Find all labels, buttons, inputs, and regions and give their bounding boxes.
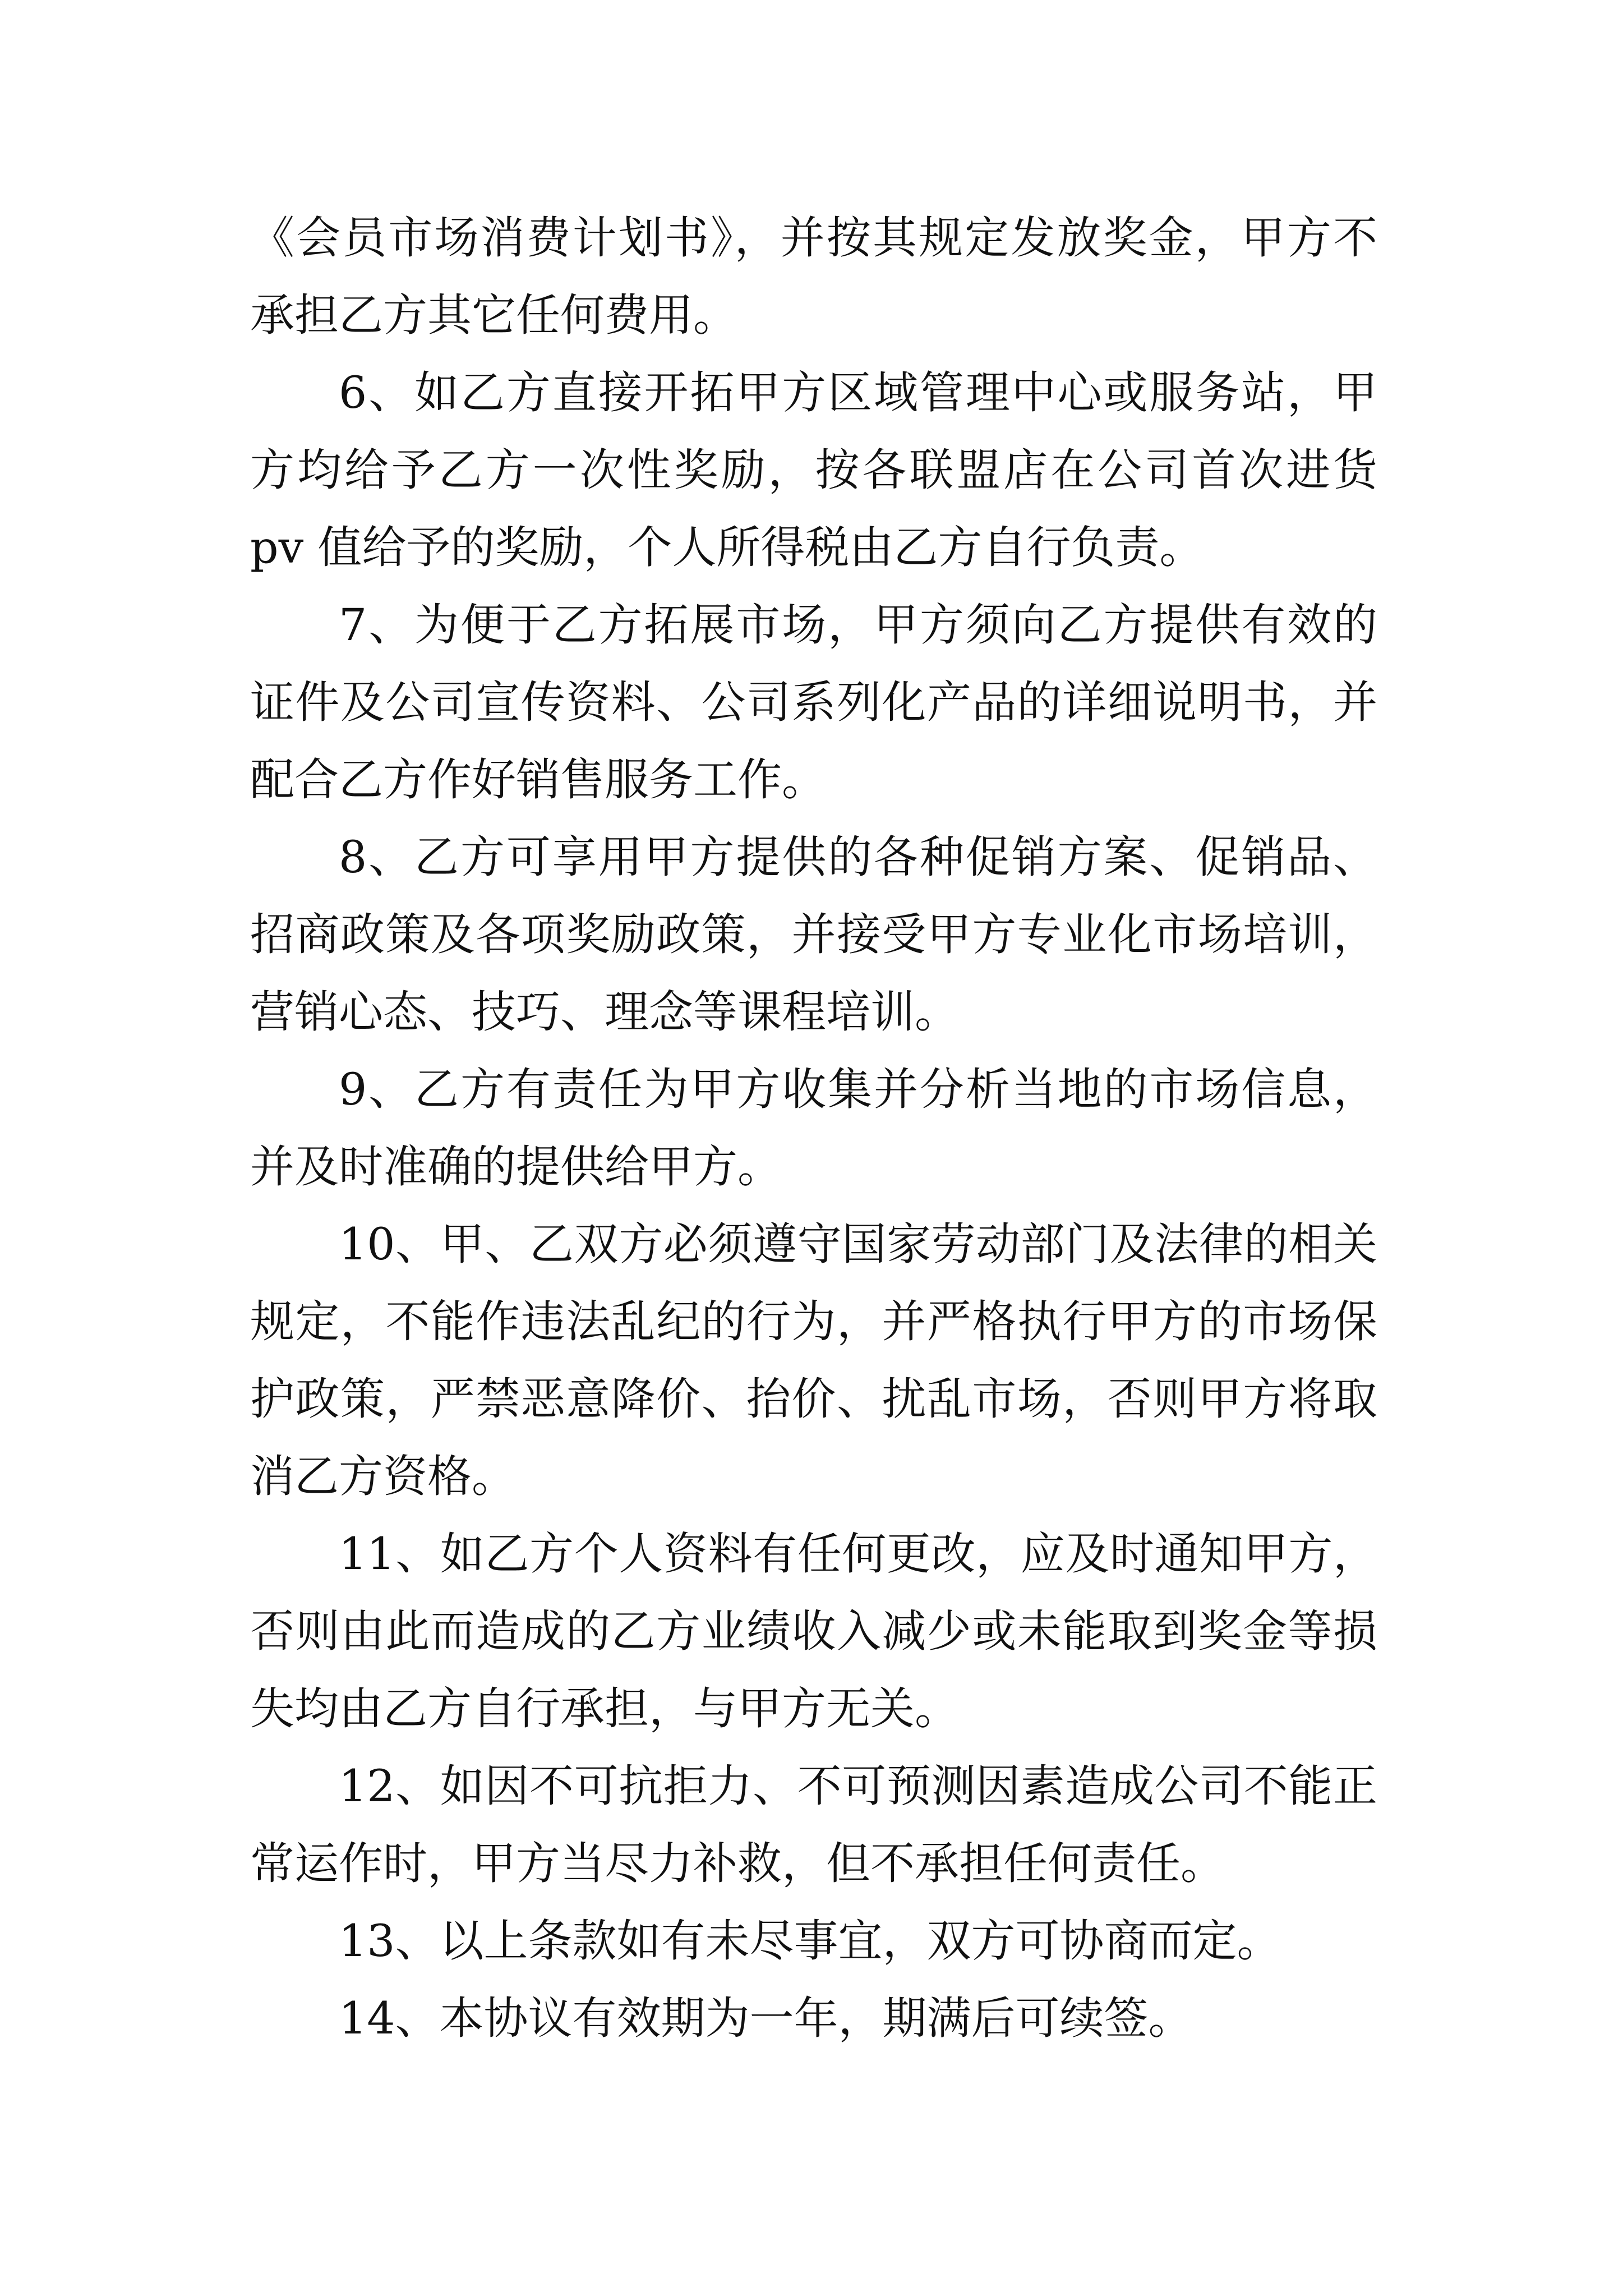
paragraph-clause-14: 14、本协议有效期为一年，期满后可续签。 (339, 1993, 1193, 2044)
paragraph-clause-7: 7、为便于乙方拓展市场，甲方须向乙方提供有效的证件及公司宣传资料、公司系列化产品的详细说明书，并配合乙方作好销售服务工作。 (250, 599, 1377, 806)
paragraph-clause-11: 11、如乙方个人资料有任何更改，应及时通知甲方，否则由此而造成的乙方业绩收入减少或未能取到奖金等损失均由乙方自行承担，与甲方无关。 (250, 1528, 1377, 1734)
paragraph-clause-9: 9、乙方有责任为甲方收集并分析当地的市场信息，并及时准确的提供给甲方。 (250, 1064, 1377, 1193)
paragraph-clause-8: 8、乙方可享用甲方提供的各种促销方案、促销品、招商政策及各项奖励政策，并接受甲方专业化市场培训，营销心态、技巧、理念等课程培训。 (250, 831, 1377, 1038)
paragraph-continuation: 《会员市场消费计划书》，并按其规定发放奖金，甲方不承担乙方其它任何费用。 (250, 212, 1377, 341)
paragraph-clause-10: 10、甲、乙双方必须遵守国家劳动部门及法律的相关规定，不能作违法乱纪的行为，并严格执行甲方的市场保护政策，严禁恶意降价、抬价、扰乱市场，否则甲方将取消乙方资格。 (250, 1218, 1377, 1502)
paragraph-clause-12: 12、如因不可抗拒力、不可预测因素造成公司不能正常运作时，甲方当尽力补救，但不承担任何责任。 (250, 1760, 1377, 1889)
document-body (250, 199, 1392, 2057)
paragraph-clause-6: 6、如乙方直接开拓甲方区域管理中心或服务站，甲方均给予乙方一次性奖励，按各联盟店在公司首次进货 pv 值给予的奖励，个人所得税由乙方自行负责。 (250, 367, 1392, 573)
paragraph-clause-13: 13、以上条款如有未尽事宜，双方可协商而定。 (339, 1915, 1281, 1967)
